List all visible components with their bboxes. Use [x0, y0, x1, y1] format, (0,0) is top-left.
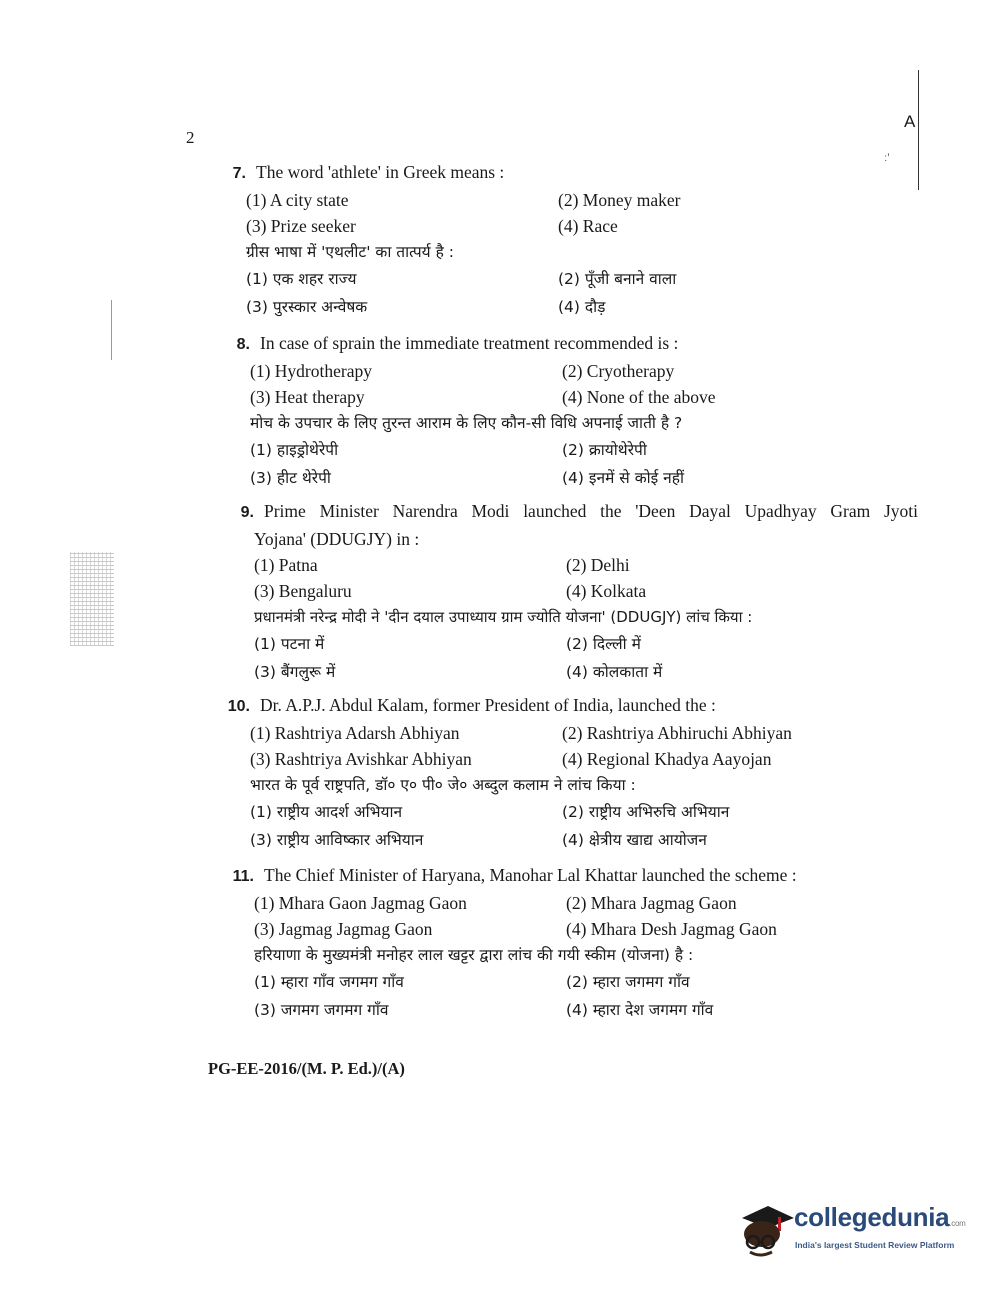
options-hi	[246, 265, 734, 321]
logo-tagline: India's largest Student Review Platform	[795, 1240, 955, 1250]
question-7	[214, 159, 734, 321]
options-en	[250, 720, 858, 772]
options-hi	[250, 798, 858, 854]
collegedunia-logo	[738, 1196, 966, 1260]
question-set-code: A	[904, 112, 916, 131]
question-text-en: The word 'athlete' in Greek means :	[256, 162, 505, 182]
option: (4) Regional Khadya Aayojan	[562, 749, 772, 769]
logo-wordmark	[794, 1202, 965, 1233]
option: (1) Patna	[254, 555, 318, 575]
pencil-tick-mark: ː'	[884, 150, 890, 164]
option: (1) राष्ट्रीय आदर्श अभियान	[250, 803, 403, 821]
option: (3) Heat therapy	[250, 387, 365, 407]
option: (2) Money maker	[558, 190, 681, 210]
option: (1) Mhara Gaon Jagmag Gaon	[254, 893, 467, 913]
option: (2) म्हारा जगमग गाँव	[566, 973, 690, 991]
option: (1) म्हारा गाँव जगमग गाँव	[254, 973, 404, 991]
question-text-hi: हरियाणा के मुख्यमंत्री मनोहर लाल खट्टर द्वारा लांच की गयी स्कीम (योजना) है :	[254, 946, 694, 964]
option: (3) राष्ट्रीय आविष्कार अभियान	[250, 831, 424, 849]
margin-rule	[918, 70, 919, 190]
option: (1) A city state	[246, 190, 349, 210]
options-hi	[250, 436, 778, 492]
question-number: 11.	[232, 868, 254, 885]
question-text-en: The Chief Minister of Haryana, Manohar Lal Khattar launched the scheme :	[264, 865, 797, 885]
question-10	[218, 692, 858, 854]
question-text-hi: प्रधानमंत्री नरेन्द्र मोदी ने 'दीन दयाल उपाध्याय ग्राम ज्योति योजना' (DDUGJY) लांच किया :	[254, 608, 753, 626]
options-en	[250, 358, 778, 410]
scan-margin-line	[111, 300, 112, 360]
option: (2) दिल्ली में	[566, 635, 641, 653]
option: (4) Mhara Desh Jagmag Gaon	[566, 919, 777, 939]
paper-code-footer: PG-EE-2016/(M. P. Ed.)/(A)	[208, 1059, 405, 1078]
option: (2) Cryotherapy	[562, 361, 675, 381]
question-text-en-continued: Yojana' (DDUGJY) in :	[254, 529, 420, 549]
option: (3) पुरस्कार अन्वेषक	[246, 298, 368, 316]
option: (1) Hydrotherapy	[250, 361, 372, 381]
option: (3) जगमग जगमग गाँव	[254, 1001, 389, 1019]
option: (2) क्रायोथेरेपी	[562, 441, 647, 459]
question-9	[222, 498, 918, 686]
logo-suffix: .com	[949, 1219, 966, 1228]
option: (2) राष्ट्रीय अभिरुचि अभियान	[562, 803, 730, 821]
option: (4) कोलकाता में	[566, 663, 663, 681]
option: (2) Mhara Jagmag Gaon	[566, 893, 737, 913]
option: (4) क्षेत्रीय खाद्य आयोजन	[562, 831, 707, 849]
mascot-icon	[738, 1196, 796, 1260]
options-hi	[254, 630, 918, 686]
option: (4) दौड़	[558, 298, 606, 316]
page-number: 2	[186, 128, 195, 147]
question-text-en: In case of sprain the immediate treatment recommended is :	[260, 333, 679, 353]
option: (3) हीट थेरेपी	[250, 469, 331, 487]
option: (4) Race	[558, 216, 618, 236]
option: (4) म्हारा देश जगमग गाँव	[566, 1001, 714, 1019]
scan-artifact-dots	[70, 552, 114, 646]
question-text-en: Dr. A.P.J. Abdul Kalam, former President of India, launched the :	[260, 695, 716, 715]
option: (3) Prize seeker	[246, 216, 356, 236]
option: (1) पटना में	[254, 635, 325, 653]
option: (3) Jagmag Jagmag Gaon	[254, 919, 433, 939]
question-text-hi: ग्रीस भाषा में 'एथलीट' का तात्पर्य है :	[246, 243, 454, 261]
options-hi	[254, 968, 872, 1024]
question-number: 8.	[236, 336, 250, 353]
option: (2) Delhi	[566, 555, 630, 575]
question-number: 9.	[240, 504, 254, 521]
option: (4) इनमें से कोई नहीं	[562, 469, 685, 487]
question-number: 10.	[227, 698, 250, 715]
option: (1) एक शहर राज्य	[246, 270, 357, 288]
option: (2) पूँजी बनाने वाला	[558, 270, 677, 288]
option: (3) बैंगलुरू में	[254, 663, 336, 681]
option: (4) None of the above	[562, 387, 716, 407]
option: (1) Rashtriya Adarsh Abhiyan	[250, 723, 460, 743]
options-en	[246, 187, 734, 239]
question-8	[218, 330, 778, 492]
option: (4) Kolkata	[566, 581, 647, 601]
question-number: 7.	[232, 165, 246, 182]
option: (2) Rashtriya Abhiruchi Abhiyan	[562, 723, 792, 743]
question-text-hi: मोच के उपचार के लिए तुरन्त आराम के लिए कौन-सी विधि अपनाई जाती है ?	[250, 414, 683, 432]
question-text-hi: भारत के पूर्व राष्ट्रपति, डॉ० ए० पी० जे० अब्दुल कलाम ने लांच किया :	[250, 776, 636, 794]
option: (1) हाइड्रोथेरेपी	[250, 441, 339, 459]
question-11	[222, 862, 872, 1024]
options-en	[254, 552, 918, 604]
logo-name: collegedunia	[794, 1202, 950, 1232]
question-text-en: Prime Minister Narendra Modi launched the 'Deen Dayal Upadhyay Gram Jyoti	[264, 501, 918, 521]
option: (3) Bengaluru	[254, 581, 352, 601]
option: (3) Rashtriya Avishkar Abhiyan	[250, 749, 472, 769]
options-en	[254, 890, 872, 942]
